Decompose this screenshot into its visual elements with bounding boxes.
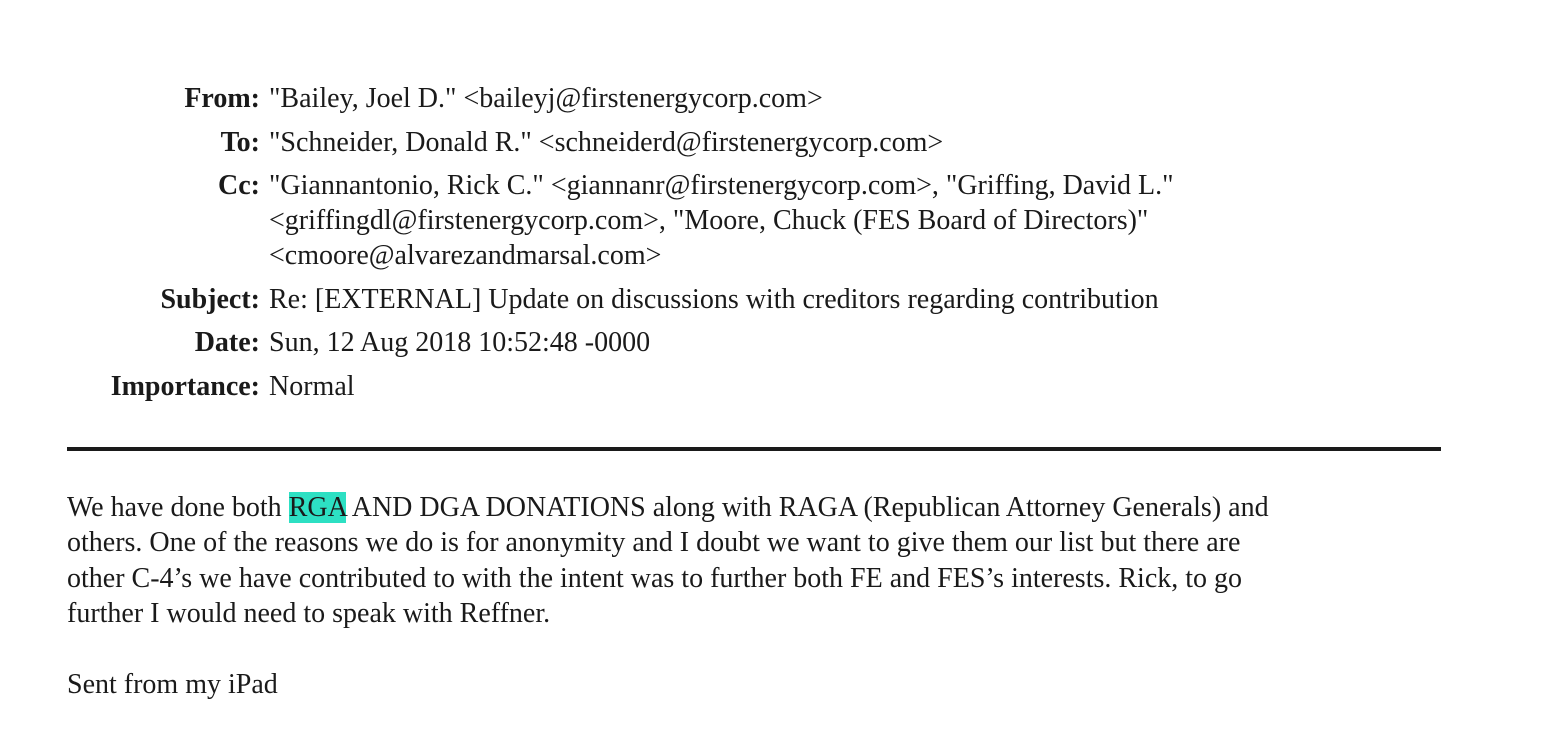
header-cc: [0, 168, 1568, 273]
header-value: "Bailey, Joel D." <baileyj@firstenergycorp.com>: [269, 83, 823, 114]
email-body: [67, 490, 1467, 631]
header-importance: [0, 369, 1568, 404]
header-to: [0, 125, 1568, 160]
header-subject: [0, 282, 1568, 317]
body-text-rest: AND DGA DONATIONS along with RAGA (Republican Attorney Generals) and others. One of the reasons we do is for anonymity and I doubt we want to give them our list but there are other C-4’s we have contributed to with the intent was to further both FE and FES’s interests. Rick, to go further I would need to speak with Reffner.: [67, 492, 1269, 629]
header-label: From:: [184, 83, 260, 114]
header-label: Date:: [194, 327, 260, 358]
header-label: To:: [220, 126, 260, 158]
header-divider: [67, 447, 1441, 451]
header-date: [0, 325, 1568, 360]
highlighted-term: RGA: [288, 492, 347, 523]
header-from: [0, 81, 1568, 116]
header-label: Importance:: [110, 370, 260, 402]
header-value: "Schneider, Donald R." <schneiderd@firstenergycorp.com>: [269, 126, 944, 158]
header-label: Cc:: [218, 170, 260, 201]
body-text-start: We have done both: [67, 492, 289, 523]
header-value: Sun, 12 Aug 2018 10:52:48 -0000: [269, 327, 651, 358]
email-headers: [0, 81, 1568, 412]
header-value: Normal: [269, 370, 355, 402]
header-value: Re: [EXTERNAL] Update on discussions with creditors regarding contribution: [269, 283, 1159, 315]
header-value: "Giannantonio, Rick C." <giannanr@firstenergycorp.com>, "Griffing, David L." <griffingdl@firstenergycorp.com>, "Moore, Chuck (FES Board of Directors)" <cmoore@alvarezandmarsal.com>: [269, 170, 1174, 271]
header-label: Subject:: [160, 283, 260, 315]
email-signature: Sent from my iPad: [67, 669, 278, 700]
